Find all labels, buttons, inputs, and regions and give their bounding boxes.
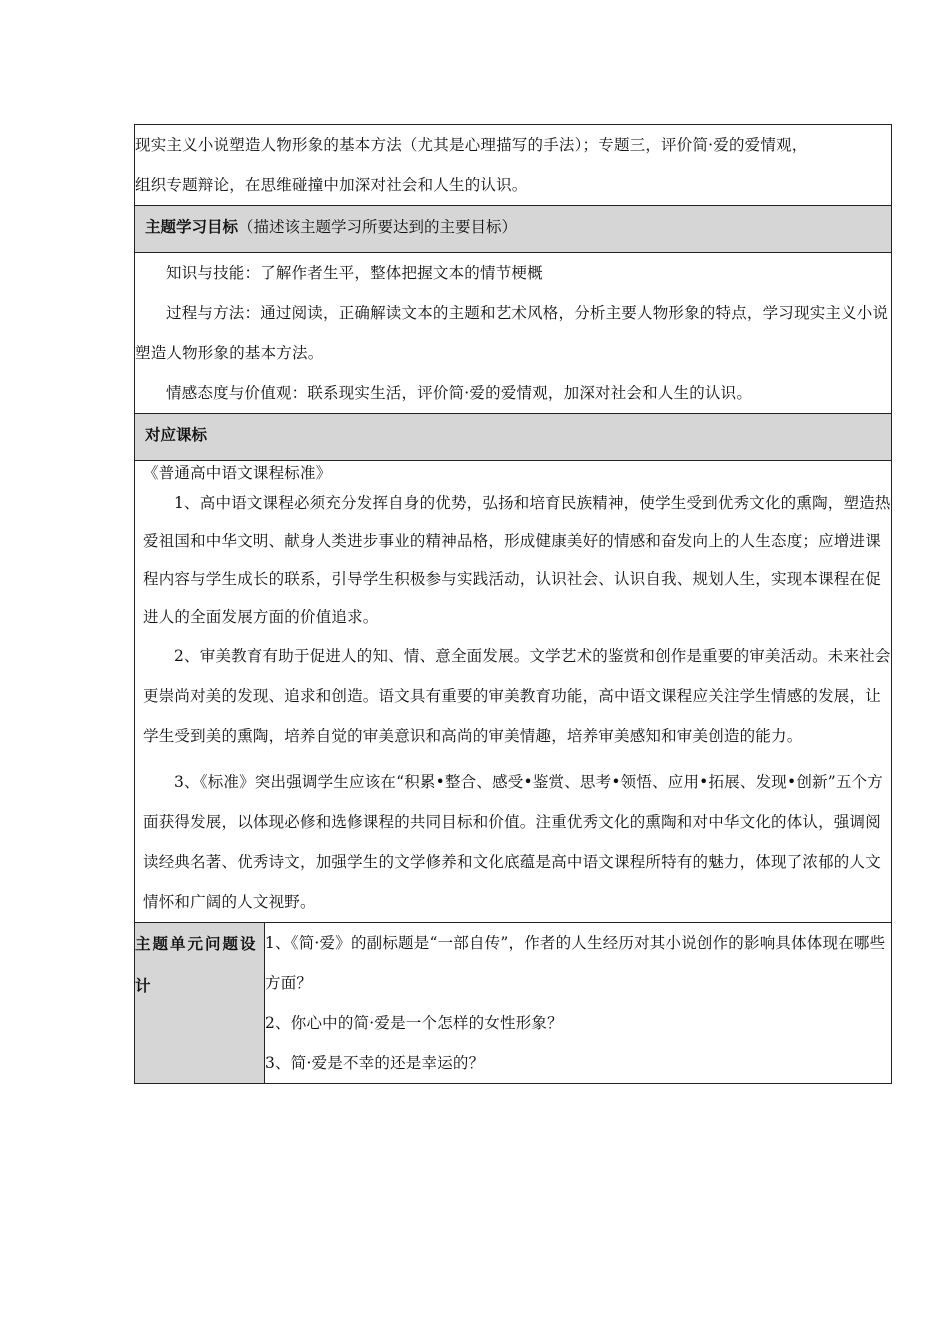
goal-knowledge: 知识与技能：了解作者生平，整体把握文本的情节梗概 — [166, 264, 543, 282]
goals-header-row — [135, 206, 892, 253]
standards-header-row — [135, 414, 892, 461]
goal-process: 过程与方法：通过阅读，正确解读文本的主题和艺术风格，分析主要人物形象的特点，学习现实主义小说塑造人物形象的基本方法。 — [135, 304, 889, 362]
goals-title: 主题学习目标 — [145, 218, 239, 236]
intro-line-1: 现实主义小说塑造人物形象的基本方法（尤其是心理描写的手法）；专题三，评价简·爱的爱情观， — [135, 136, 808, 154]
standards-content-row — [135, 461, 892, 923]
document-page — [134, 124, 891, 1084]
standards-paragraph-3: 3、《标准》突出强调学生应该在“积累•整合、感受•鉴赏、思考•领悟、应用•拓展、发现•创新”五个方面获得发展，以体现必修和选修课程的共同目标和价值。注重优秀文化的熏陶和对中华文化的体认，强调阅读经典名著、优秀诗文，加强学生的文学修养和文化底蕴是高中语文课程所特有的魅力，体现了浓郁的人文情怀和广阔的人文视野。 — [143, 773, 883, 911]
intro-line-2: 组织专题辩论，在思维碰撞中加深对社会和人生的认识。 — [135, 176, 528, 194]
goals-content-row — [135, 253, 892, 414]
standards-title: 对应课标 — [145, 426, 208, 444]
questions-content-cell — [265, 923, 892, 1084]
standards-paragraph-1: 1、高中语文课程必须充分发挥自身的优势，弘扬和培育民族精神，使学生受到优秀文化的熏陶，塑造热爱祖国和中华文明、献身人类进步事业的精神品格，形成健康美好的情感和奋发向上的人生态度；应增进课程内容与学生成长的联系，引导学生积极参与实践活动，认识社会、认识自我、规划人生，实现本课程在促进人的全面发展方面的价值追求。 — [143, 494, 891, 626]
unit-plan-table — [134, 124, 892, 1084]
question-3: 3、简·爱是不幸的还是幸运的？ — [265, 1054, 485, 1072]
goal-attitude: 情感态度与价值观：联系现实生活，评价简·爱的爱情观，加深对社会和人生的认识。 — [166, 384, 753, 402]
questions-label: 主题单元问题设计 — [135, 935, 258, 995]
questions-label-cell — [135, 923, 265, 1084]
goals-note: （描述该主题学习所要达到的主要目标） — [238, 218, 518, 236]
standards-paragraph-2: 2、审美教育有助于促进人的知、情、意全面发展。文学艺术的鉴赏和创作是重要的审美活动。未来社会更崇尚对美的发现、追求和创造。语文具有重要的审美教育功能，高中语文课程应关注学生情感的发展，让学生受到美的熏陶，培养自觉的审美意识和高尚的审美情趣，培养审美感知和审美创造的能力。 — [143, 647, 891, 745]
question-1: 1、《简·爱》的副标题是“一部自传”，作者的人生经历对其小说创作的影响具体体现在哪些方面？ — [265, 934, 886, 992]
question-2: 2、你心中的简·爱是一个怎样的女性形象？ — [265, 1014, 563, 1032]
standards-source: 《普通高中语文课程标准》 — [143, 464, 332, 482]
intro-row — [135, 125, 892, 206]
questions-row — [135, 923, 892, 1084]
